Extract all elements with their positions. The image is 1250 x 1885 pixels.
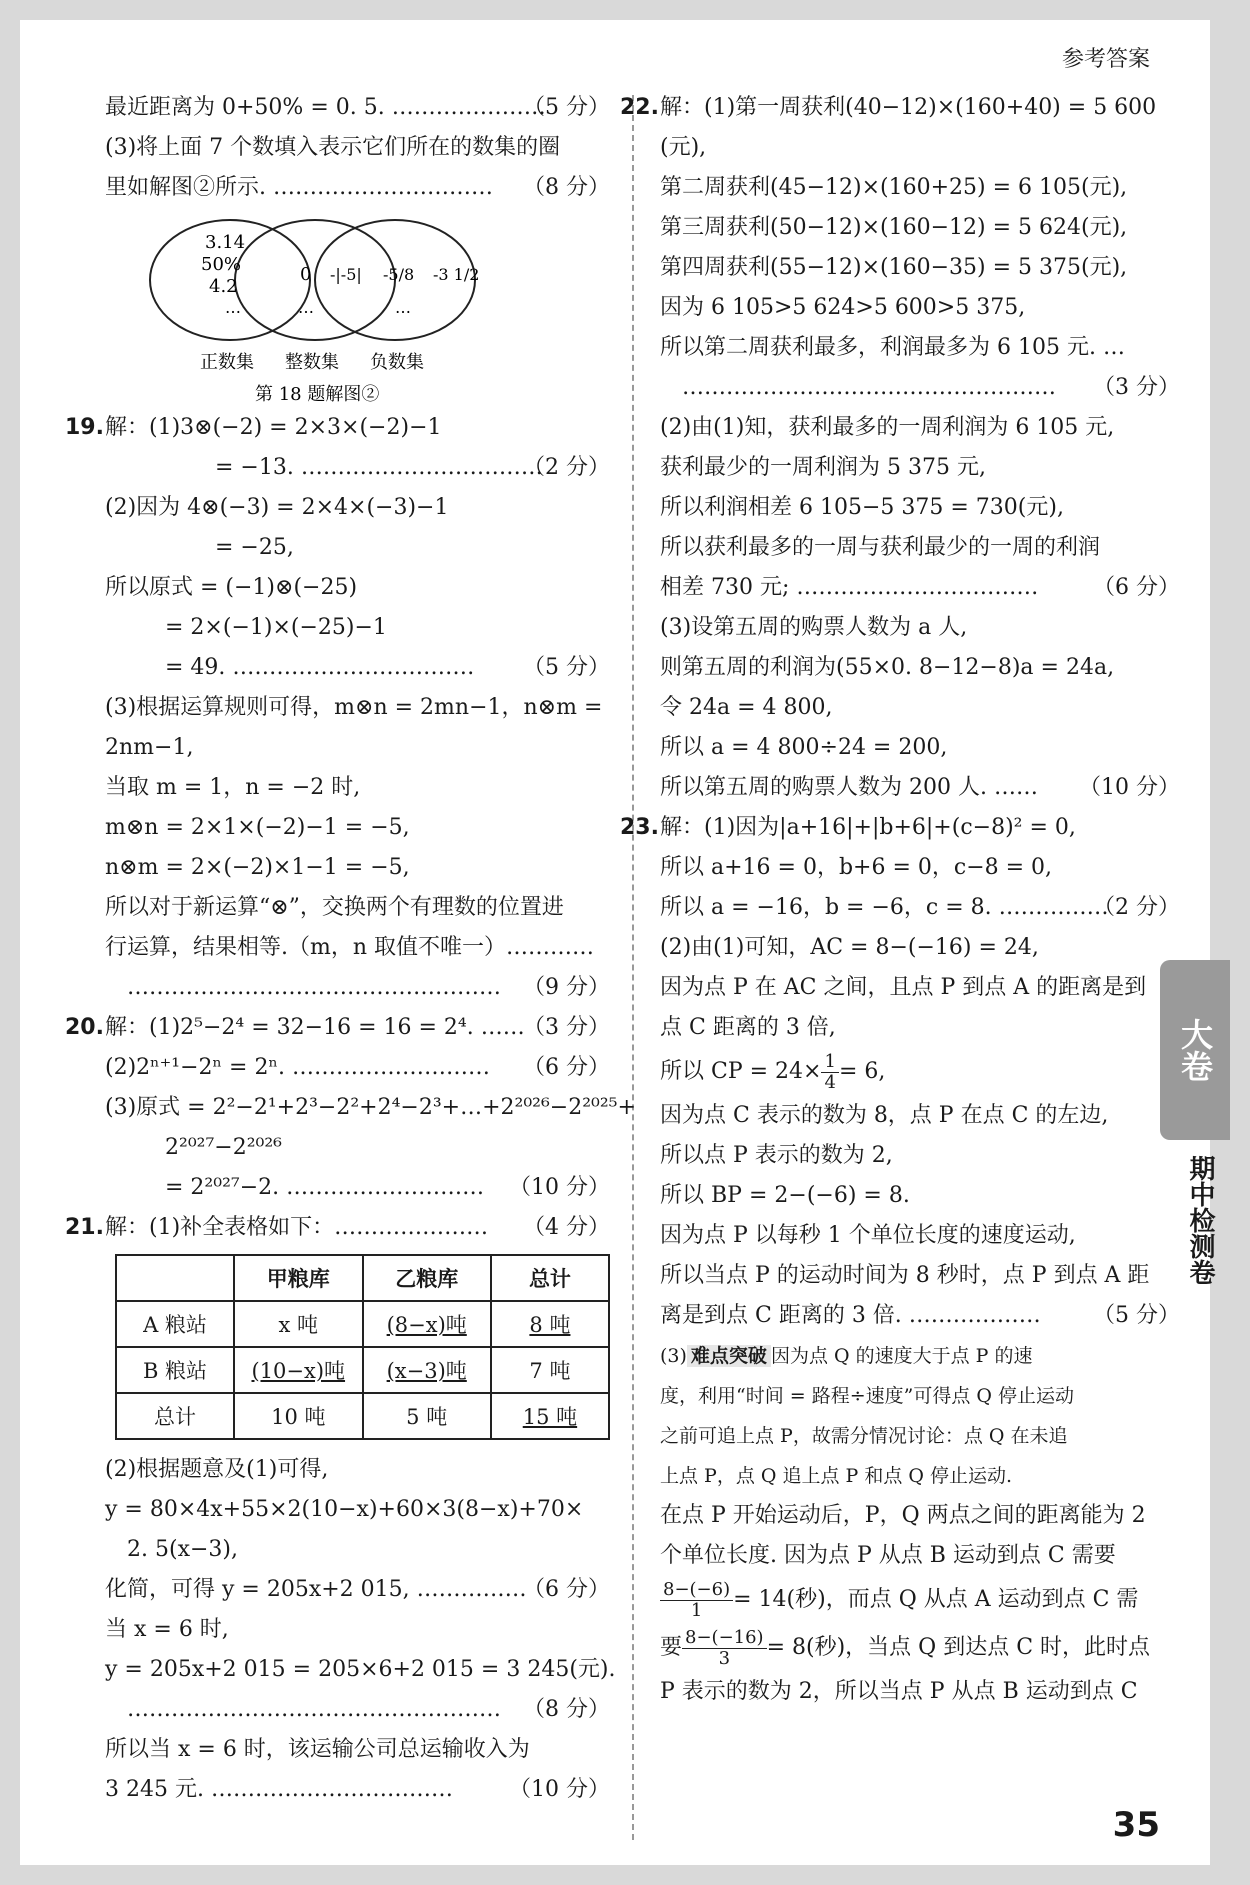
- side-tab-subtitle: 期中检测卷: [1185, 1155, 1215, 1285]
- text-line: 3 245 元. …………………………… （10 分）: [105, 1777, 610, 1802]
- table-cell: (8−x)吨: [363, 1301, 491, 1347]
- text-line: = 49. …………………………… （5 分）: [165, 655, 610, 680]
- text-line: 所以点 P 表示的数为 2,: [660, 1143, 893, 1168]
- venn-item: 4.2: [209, 276, 238, 297]
- text-line: P 表示的数为 2，所以当点 P 从点 B 运动到点 C: [660, 1679, 1138, 1704]
- text-line: 当 x = 6 时,: [105, 1617, 229, 1642]
- venn-item: -3 1/2: [433, 265, 480, 284]
- venn-item: -5/8: [383, 265, 415, 284]
- fraction: $\frac{8-(-16)}{3}$: [682, 1628, 767, 1669]
- table-row: [116, 1347, 609, 1393]
- text-line: 因为点 C 表示的数为 8，点 P 在点 C 的左边,: [660, 1103, 1109, 1128]
- text-line: …………………………………………… （9 分）: [127, 975, 610, 1000]
- figure-caption: 第 18 题解图②: [255, 384, 380, 405]
- venn-svg: [105, 208, 610, 408]
- venn-label: 负数集: [370, 352, 424, 373]
- text-line: (3)根据运算规则可得，m⊗n = 2mn−1，n⊗m =: [105, 695, 603, 720]
- text-line: y = 205x+2 015 = 205×6+2 015 = 3 245(元).: [105, 1657, 616, 1682]
- table-cell: 总计: [116, 1393, 234, 1439]
- text-line: 相差 730 元; …………………………… （6 分）: [660, 575, 1180, 600]
- header-title: 参考答案: [1061, 47, 1150, 72]
- venn-item: …: [225, 298, 241, 317]
- fraction: $\frac{8-(-6)}{1}$: [660, 1580, 733, 1621]
- venn-label: 正数集: [200, 352, 254, 373]
- text-line: (2)由(1)知，获利最多的一周利润为 6 105 元,: [660, 415, 1115, 440]
- text-line: 所以 a = −16，b = −6，c = 8. …………… （2 分）: [660, 895, 1180, 920]
- text-line: 离是到点 C 距离的 3 倍. ……………… （5 分）: [660, 1303, 1180, 1328]
- text-line: 21. 解：(1)补全表格如下：………………… （4 分）: [65, 1215, 610, 1240]
- text-line: 个单位长度. 因为点 P 从点 B 运动到点 C 需要: [660, 1543, 1116, 1568]
- text-line: (元),: [660, 135, 707, 160]
- text-line: 所以第二周获利最多，利润最多为 6 105 元. …: [660, 335, 1125, 360]
- text-line: (2)2ⁿ⁺¹−2ⁿ = 2ⁿ. ……………………… （6 分）: [105, 1055, 610, 1080]
- text-line: 所以 CP = 24× $\frac{1}{4}$ = 6,: [660, 1050, 886, 1093]
- table-row: [116, 1255, 609, 1301]
- text-line: 20. 解：(1)2⁵−2⁴ = 32−16 = 16 = 2⁴. …… （3 分）: [65, 1015, 610, 1040]
- text-line: …………………………………………… （3 分）: [682, 375, 1180, 400]
- text-line: 上点 P，点 Q 追上点 P 和点 Q 停止运动.: [660, 1465, 1013, 1487]
- text-line: 行运算，结果相等.（m，n 取值不唯一）…………: [105, 935, 595, 960]
- table-cell: 10 吨: [234, 1393, 363, 1439]
- venn-item: -|-5|: [330, 265, 362, 284]
- text-line: 所以第五周的购票人数为 200 人. …… （10 分）: [660, 775, 1180, 800]
- text-line: 第二周获利(45−12)×(160+25) = 6 105(元),: [660, 175, 1128, 200]
- column-divider: [632, 95, 634, 1840]
- text-line: 所以 a = 4 800÷24 = 200,: [660, 735, 948, 760]
- text-line: y = 80×4x+55×2(10−x)+60×3(8−x)+70×: [105, 1497, 584, 1522]
- text-line: (2)因为 4⊗(−3) = 2×4×(−3)−1: [105, 495, 449, 520]
- text-line: 19. 解：(1)3⊗(−2) = 2×3×(−2)−1: [65, 415, 442, 440]
- table-cell: [116, 1255, 234, 1301]
- table-cell: 5 吨: [363, 1393, 491, 1439]
- table-cell: 8 吨: [491, 1301, 609, 1347]
- text-line: 所以 BP = 2−(−6) = 8.: [660, 1183, 910, 1208]
- right-column: [620, 88, 1180, 1712]
- text-line: 所以获利最多的一周与获利最少的一周的利润: [660, 535, 1101, 560]
- table-cell: (10−x)吨: [234, 1347, 363, 1393]
- table-cell: x 吨: [234, 1301, 363, 1347]
- text-line: 获利最少的一周利润为 5 375 元,: [660, 455, 986, 480]
- table-cell: B 粮站: [116, 1347, 234, 1393]
- text-line: (3)将上面 7 个数填入表示它们所在的数集的圈: [105, 135, 561, 160]
- text-line: 第三周获利(50−12)×(160−12) = 5 624(元),: [660, 215, 1128, 240]
- text-line: 点 C 距离的 3 倍,: [660, 1015, 836, 1040]
- table-cell: 乙粮库: [363, 1255, 491, 1301]
- venn-item: 50%: [201, 254, 242, 275]
- text-line: (2)根据题意及(1)可得,: [105, 1457, 329, 1482]
- text-line: = −13. …………………………… （2 分）: [215, 455, 610, 480]
- venn-diagram: [105, 208, 610, 408]
- text-line: 因为点 P 在 AC 之间，且点 P 到点 A 的距离是到: [660, 975, 1147, 1000]
- table-cell: 总计: [491, 1255, 609, 1301]
- text-line: 则第五周的利润为(55×0. 8−12−8)a = 24a,: [660, 655, 1115, 680]
- text-line: = 2×(−1)×(−25)−1: [165, 615, 387, 640]
- text-line: $\frac{8-(-6)}{1}$ = 14(秒)，而点 Q 从点 A 运动到点 C 需: [660, 1576, 1180, 1624]
- text-line: 2. 5(x−3),: [127, 1537, 238, 1562]
- venn-label: 整数集: [285, 352, 339, 373]
- text-line: m⊗n = 2×1×(−2)−1 = −5,: [105, 815, 410, 840]
- text-line: 2nm−1,: [105, 735, 194, 760]
- text-line: 度，利用“时间 = 路程÷速度”可得点 Q 停止运动: [660, 1385, 1075, 1407]
- table-cell: 甲粮库: [234, 1255, 363, 1301]
- text-line: 第四周获利(55−12)×(160−35) = 5 375(元),: [660, 255, 1128, 280]
- text-line: 所以当点 P 的运动时间为 8 秒时，点 P 到点 A 距: [660, 1263, 1150, 1288]
- text-line: n⊗m = 2×(−2)×1−1 = −5,: [105, 855, 410, 880]
- left-column: [65, 88, 636, 1810]
- side-tab: 大卷: [1160, 960, 1230, 1140]
- text-line: 令 24a = 4 800,: [660, 695, 833, 720]
- page: [20, 20, 1215, 1865]
- text-line: 当取 m = 1，n = −2 时,: [105, 775, 361, 800]
- text-line: 所以对于新运算“⊗”，交换两个有理数的位置进: [105, 895, 564, 920]
- text-line: 因为点 P 以每秒 1 个单位长度的速度运动,: [660, 1223, 1076, 1248]
- table-cell: 7 吨: [491, 1347, 609, 1393]
- text-line: (3) 难点突破 因为点 Q 的速度大于点 P 的速: [660, 1345, 1033, 1367]
- text-line: 化简，可得 y = 205x+2 015, …………… （6 分）: [105, 1577, 610, 1602]
- text-line: …………………………………………… （8 分）: [127, 1697, 610, 1722]
- text-line: (2)由(1)可知，AC = 8−(−16) = 24,: [660, 935, 1039, 960]
- text-line: 因为 6 105>5 624>5 600>5 375,: [660, 295, 1026, 320]
- venn-item: …: [298, 298, 314, 317]
- text-line: 在点 P 开始运动后，P，Q 两点之间的距离能为 2: [660, 1503, 1146, 1528]
- venn-item: …: [395, 298, 411, 317]
- grain-table: [115, 1254, 610, 1440]
- venn-item: 3.14: [205, 232, 246, 253]
- text-line: 之前可追上点 P，故需分情况讨论：点 Q 在未追: [660, 1425, 1068, 1447]
- text-line: 要 $\frac{8-(-16)}{3}$ = 8(秒)，当点 Q 到达点 C 时，此时点: [660, 1626, 1151, 1669]
- page-number: 35: [1112, 1805, 1160, 1845]
- difficulty-tag: 难点突破: [687, 1345, 771, 1367]
- table-row: [116, 1301, 609, 1347]
- table-cell: (x−3)吨: [363, 1347, 491, 1393]
- text-line: = −25,: [215, 535, 294, 560]
- text-line: 23. 解：(1)因为|a+16|+|b+6|+(c−8)² = 0,: [620, 815, 1076, 840]
- table-row: [116, 1393, 609, 1439]
- text-line: 所以原式 = (−1)⊗(−25): [105, 575, 358, 600]
- fraction: $\frac{1}{4}$: [821, 1052, 838, 1093]
- text-line: 最近距离为 0+50% = 0. 5. ………………… （5 分）: [105, 95, 610, 120]
- text-line: 里如解图②所示. ………………………… （8 分）: [105, 175, 610, 200]
- table-cell: A 粮站: [116, 1301, 234, 1347]
- text-line: 所以利润相差 6 105−5 375 = 730(元),: [660, 495, 1064, 520]
- text-line: 所以当 x = 6 时，该运输公司总运输收入为: [105, 1737, 530, 1762]
- table-cell: 15 吨: [491, 1393, 609, 1439]
- text-line: 2²⁰²⁷−2²⁰²⁶: [165, 1135, 282, 1160]
- text-line: 22. 解：(1)第一周获利(40−12)×(160+40) = 5 600: [620, 95, 1157, 120]
- text-line: 所以 a+16 = 0，b+6 = 0，c−8 = 0,: [660, 855, 1053, 880]
- venn-item: 0: [300, 264, 312, 285]
- text-line: (3)设第五周的购票人数为 a 人,: [660, 615, 968, 640]
- text-line: = 2²⁰²⁷−2. ……………………… （10 分）: [165, 1175, 610, 1200]
- text-line: (3)原式 = 2²−2¹+2³−2²+2⁴−2³+…+2²⁰²⁶−2²⁰²⁵+: [105, 1095, 636, 1120]
